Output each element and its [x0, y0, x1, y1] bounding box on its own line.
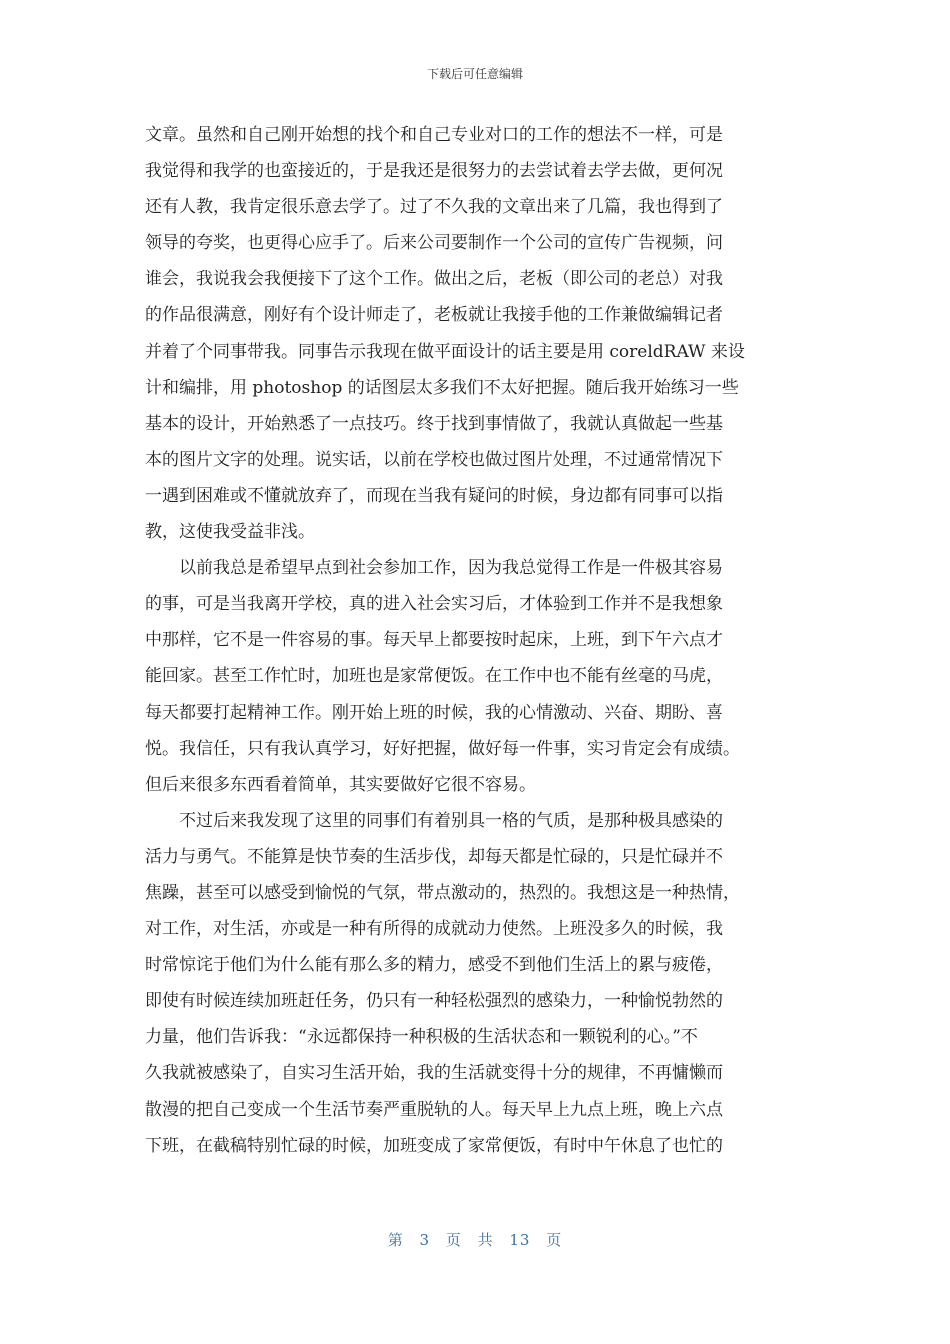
text-line: 教，这使我受益非浅。 — [145, 522, 315, 543]
text-line: 每天都要打起精神工作。刚开始上班的时候，我的心情激动、兴奋、期盼、喜 — [145, 702, 723, 723]
text-line: 的事，可是当我离开学校，真的进入社会实习后，才体验到工作并不是我想象 — [145, 594, 723, 615]
text-line: 即使有时候连续加班赶任务，仍只有一种轻松强烈的感染力，一种愉悦勃然的 — [145, 991, 723, 1012]
text-line: 散漫的把自己变成一个生活节奏严重脱轨的人。每天早上九点上班，晚上六点 — [145, 1099, 723, 1120]
text-line: 的作品很满意，刚好有个设计师走了，老板就让我接手他的工作兼做编辑记者 — [145, 305, 723, 326]
text-line: 能回家。甚至工作忙时，加班也是家常便饭。在工作中也不能有丝毫的马虎， — [145, 666, 723, 687]
text-line: 中那样，它不是一件容易的事。每天早上都要按时起床，上班，到下午六点才 — [145, 630, 723, 651]
text-line: 焦躁，甚至可以感受到愉悦的气氛，带点激动的，热烈的。我想这是一种热情， — [145, 882, 740, 903]
text-line: 下班，在截稿特别忙碌的时候，加班变成了家常便饭，有时中午休息了也忙的 — [145, 1135, 723, 1156]
text-line: 谁会，我说我会我便接下了这个工作。做出之后，老板（即公司的老总）对我 — [145, 269, 723, 290]
text-line: 久我就被感染了，自实习生活开始，我的生活就变得十分的规律，不再慵懒而 — [145, 1063, 723, 1084]
text-line: 悦。我信任，只有我认真学习，好好把握，做好每一件事，实习肯定会有成绩。 — [145, 738, 740, 759]
text-line: 但后来很多东西看着简单，其实要做好它很不容易。 — [145, 774, 536, 795]
text-line: 领导的夸奖，也更得心应手了。后来公司要制作一个公司的宣传广告视频，问 — [145, 233, 723, 254]
text-line: 计和编排，用 photoshop 的话图层太多我们不太好把握。随后我开始练习一些 — [145, 377, 739, 398]
text-line: 本的图片文字的处理。说实话，以前在学校也做过图片处理，不过通常情况下 — [145, 449, 723, 470]
text-line: 不过后来我发现了这里的同事们有着别具一格的气质，是那种极具感染的 — [145, 810, 723, 831]
page-number-footer: 第 3 页 共 13 页 — [387, 1231, 563, 1249]
text-line: 一遇到困难或不懂就放弃了，而现在当我有疑问的时候，身边都有同事可以指 — [145, 485, 723, 506]
document-body — [145, 117, 805, 1164]
text-line: 对工作，对生活，亦或是一种有所得的成就动力使然。上班没多久的时候，我 — [145, 919, 723, 940]
text-line: 力量，他们告诉我：“永远都保持一种积极的生活状态和一颗锐利的心。”不 — [145, 1027, 698, 1048]
text-line: 活力与勇气。不能算是快节奏的生活步伐，却每天都是忙碌的，只是忙碌并不 — [145, 846, 723, 867]
text-line: 以前我总是希望早点到社会参加工作，因为我总觉得工作是一件极其容易 — [145, 558, 723, 579]
text-line: 并着了个同事带我。同事告示我现在做平面设计的话主要是用 coreldRAW 来设 — [145, 341, 745, 362]
text-line: 时常惊诧于他们为什么能有那么多的精力，感受不到他们生活上的累与疲倦， — [145, 955, 723, 976]
text-line: 我觉得和我学的也蛮接近的，于是我还是很努力的去尝试着去学去做，更何况 — [145, 161, 723, 182]
text-line: 还有人教，我肯定很乐意去学了。过了不久我的文章出来了几篇，我也得到了 — [145, 197, 723, 218]
text-line: 基本的设计，开始熟悉了一点技巧。终于找到事情做了，我就认真做起一些基 — [145, 413, 723, 434]
text-line: 文章。虽然和自己刚开始想的找个和自己专业对口的工作的想法不一样，可是 — [145, 125, 723, 145]
page-header: 下载后可任意编辑 — [426, 67, 523, 81]
